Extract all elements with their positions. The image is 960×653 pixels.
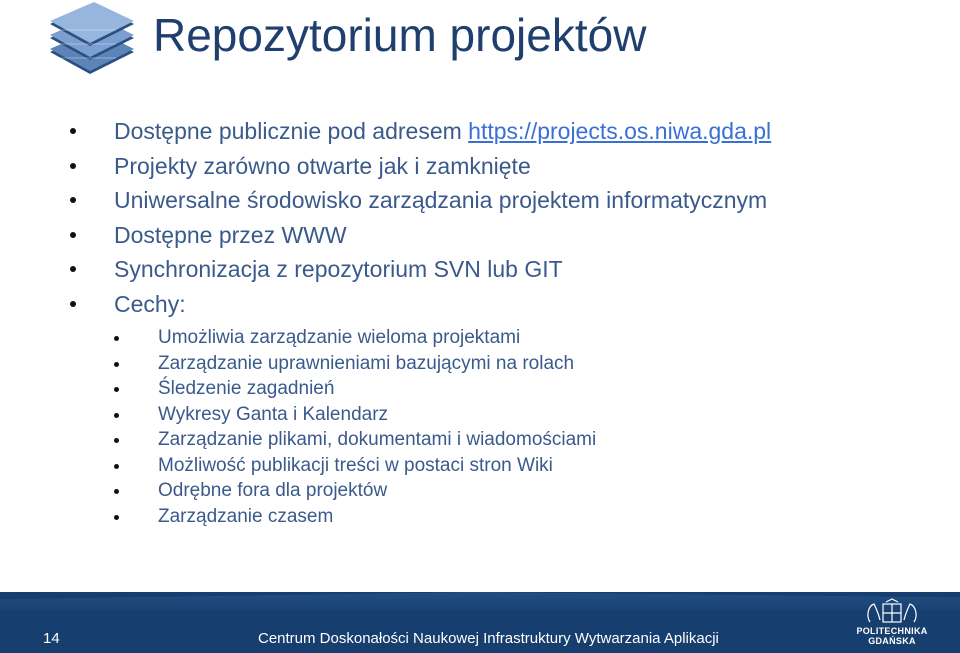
university-name-line2: GDAŃSKA [868, 636, 916, 646]
feature-item: Śledzenie zagadnień [114, 376, 930, 402]
footer-stripe [0, 592, 960, 610]
feature-item: Możliwość publikacji treści w postaci stron Wiki [114, 453, 930, 479]
page-number: 14 [43, 630, 60, 647]
footer-text: Centrum Doskonałości Naukowej Infrastruktury Wytwarzania Aplikacji [258, 630, 719, 647]
bullet-item: Uniwersalne środowisko zarządzania projektem informatycznym [70, 183, 930, 218]
slide-title: Repozytorium projektów [153, 9, 647, 61]
feature-item: Zarządzanie czasem [114, 504, 930, 530]
feature-item: Zarządzanie plikami, dokumentami i wiadomościami [114, 427, 930, 453]
bullet-item: Synchronizacja z repozytorium SVN lub GIT [70, 252, 930, 287]
feature-item: Wykresy Ganta i Kalendarz [114, 402, 930, 428]
politechnika-gdanska-emblem-icon [864, 598, 920, 626]
feature-item: Zarządzanie uprawnieniami bazującymi na rolach [114, 351, 930, 377]
bullet-item: Dostępne przez WWW [70, 218, 930, 253]
feature-item: Odrębne fora dla projektów [114, 478, 930, 504]
bullet-item-address [70, 114, 930, 149]
bullet-item: Projekty zarówno otwarte jak i zamknięte [70, 149, 930, 184]
features-heading: Cechy: [114, 290, 186, 317]
university-name-line1: POLITECHNIKA [856, 626, 928, 636]
feature-list [114, 325, 930, 529]
bullet-list [70, 114, 930, 529]
feature-item: Umożliwia zarządzanie wieloma projektami [114, 325, 930, 351]
bullet-address-text: Dostępne publicznie pod adresem [114, 118, 469, 144]
stacked-layers-logo-icon [46, 2, 138, 80]
university-logo [856, 598, 928, 650]
bullet-item-features [70, 287, 930, 530]
projects-url-link[interactable]: https://projects.os.niwa.gda.pl [468, 118, 772, 144]
